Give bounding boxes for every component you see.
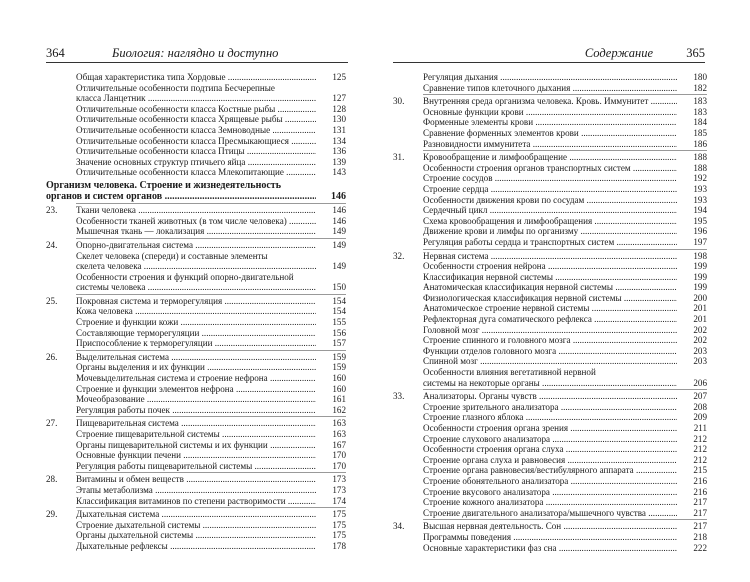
- toc-chapter-entry: [46, 474, 346, 485]
- entry-title: Дыхательная система .....: [76, 509, 316, 520]
- toc-entry: [393, 303, 707, 314]
- entry-page-number: 175: [332, 519, 346, 530]
- entry-page-number: 222: [693, 542, 707, 553]
- entry-page-number: 150: [332, 282, 346, 293]
- entry-title: Особенности движения крови по сосудам .....: [423, 195, 677, 206]
- right-toc: [393, 72, 707, 553]
- entry-title: Особенности влияния вегетативной нервной: [423, 367, 596, 378]
- toc-entry: [46, 496, 346, 507]
- entry-title: Кожа человека .....: [76, 306, 316, 317]
- entry-title: Скелет человека (спереди) и составные элементы: [76, 250, 268, 261]
- toc-entry: [46, 93, 346, 104]
- entry-page-number: 193: [693, 194, 707, 205]
- entry-title: Анатомическая классификация нервной системы .....: [423, 282, 677, 293]
- toc-entry: [393, 282, 707, 293]
- toc-entry: [46, 72, 346, 83]
- chapter-divider: [76, 203, 346, 204]
- toc-entry: [393, 261, 707, 272]
- toc-entry: [393, 367, 707, 378]
- entry-title: Особенности строения органа слуха .....: [423, 444, 677, 455]
- toc-entry: [46, 317, 346, 328]
- chapter-divider: [76, 294, 346, 295]
- toc-entry: [46, 104, 346, 115]
- entry-title: Отличительные особенности подтипа Бесчерепные: [76, 82, 275, 93]
- entry-title: Строение двигательного анализатора/мышечного чувства .....: [423, 508, 677, 519]
- entry-title: Строение вкусового анализатора .....: [423, 487, 677, 498]
- toc-entry: [393, 508, 707, 519]
- toc-entry: [46, 429, 346, 440]
- toc-entry: [393, 293, 707, 304]
- entry-title: Строение слухового анализатора .....: [423, 434, 677, 445]
- entry-page-number: 130: [332, 114, 346, 125]
- toc-entry: [393, 423, 707, 434]
- entry-title: Кровообращение и лимфообращение .....: [423, 152, 677, 163]
- entry-page-number: 212: [693, 454, 707, 465]
- entry-page-number: 180: [693, 72, 707, 82]
- entry-title: Органы дыхательной системы .....: [76, 530, 316, 541]
- toc-entry: [393, 356, 707, 367]
- entry-page-number: 175: [332, 530, 346, 541]
- toc-entry: [393, 226, 707, 237]
- entry-page-number: 192: [693, 173, 707, 184]
- entry-page-number: 139: [332, 156, 346, 167]
- chapter-divider: [76, 350, 346, 351]
- entry-title: Функции отделов головного мозга .....: [423, 346, 677, 357]
- entry-title: Пищеварительная система .....: [76, 418, 316, 429]
- toc-chapter-entry: [393, 251, 707, 262]
- entry-page-number: 206: [693, 377, 707, 388]
- toc-entry: [46, 114, 346, 125]
- toc-chapter-entry: [46, 296, 346, 307]
- entry-title: Регуляция работы почек .....: [76, 405, 316, 416]
- entry-page-number: 216: [693, 475, 707, 486]
- entry-title: Сердечный цикл .....: [423, 205, 677, 216]
- entry-title: Особенности строения органов транспортных систем .....: [423, 163, 677, 174]
- entry-title: системы на некоторые органы .....: [423, 378, 677, 389]
- left-toc: [46, 72, 346, 552]
- entry-title: Регуляция дыхания .....: [423, 72, 677, 83]
- chapter-number: 28.: [46, 474, 58, 485]
- entry-title: Схема кровообращения и лимфообращения .....: [423, 216, 677, 227]
- entry-page-number: 208: [693, 401, 707, 412]
- toc-chapter-entry: [393, 96, 707, 107]
- toc-part-heading: [46, 181, 346, 192]
- entry-title: Отличительные особенности класса Хрящевые рыбы .....: [76, 114, 316, 125]
- chapter-divider: [76, 472, 346, 473]
- entry-title: Анатомическое строение нервной системы .....: [423, 303, 677, 314]
- toc-entry: [393, 335, 707, 346]
- entry-page-number: 149: [332, 226, 346, 237]
- entry-title: Строение глазного яблока .....: [423, 412, 677, 423]
- entry-title: Регуляция работы пищеварительной системы .....: [76, 461, 316, 472]
- entry-page-number: 154: [332, 295, 346, 306]
- toc-entry: [393, 173, 707, 184]
- toc-entry: [46, 461, 346, 472]
- toc-chapter-entry: [46, 205, 346, 216]
- entry-page-number: 146: [332, 205, 346, 216]
- toc-chapter-entry: [393, 152, 707, 163]
- toc-entry: [46, 362, 346, 373]
- toc-entry: [46, 306, 346, 317]
- entry-page-number: 178: [332, 540, 346, 551]
- chapter-divider: [76, 238, 346, 239]
- toc-entry: [46, 450, 346, 461]
- entry-title: Основные функции крови .....: [423, 107, 677, 118]
- entry-page-number: 167: [332, 439, 346, 450]
- entry-title: Приспособление к терморегуляции .....: [76, 338, 316, 349]
- entry-page-number: 201: [693, 314, 707, 325]
- entry-page-number: 155: [332, 317, 346, 328]
- toc-entry: [393, 402, 707, 413]
- entry-page-number: 149: [332, 239, 346, 250]
- entry-page-number: 217: [693, 497, 707, 508]
- entry-page-number: 216: [693, 486, 707, 497]
- chapter-number: 23.: [46, 205, 58, 216]
- entry-page-number: 202: [693, 324, 707, 335]
- entry-page-number: 174: [332, 495, 346, 506]
- entry-title: Мочевыделительная система и строение нефрона .....: [76, 373, 316, 384]
- toc-entry: [46, 338, 346, 349]
- entry-title: Составляющие терморегуляции .....: [76, 328, 316, 339]
- entry-title: Внутренняя среда организма человека. Кровь. Иммунитет .....: [423, 96, 677, 107]
- entry-title: Строение сосудов .....: [423, 173, 677, 184]
- entry-page-number: 195: [693, 215, 707, 226]
- toc-entry: [393, 325, 707, 336]
- entry-title: Особенности строения органа зрения .....: [423, 423, 677, 434]
- toc-entry: [393, 346, 707, 357]
- toc-chapter-entry: [393, 521, 707, 532]
- entry-page-number: 200: [693, 292, 707, 303]
- right-running-head: [393, 46, 705, 62]
- entry-title: Строение органа слуха и равновесия .....: [423, 455, 677, 466]
- toc-entry: [393, 117, 707, 128]
- toc-entry: [46, 251, 346, 262]
- entry-title: Органы пищеварительной системы и их функции .....: [76, 440, 316, 451]
- chapter-number: 29.: [46, 509, 58, 520]
- entry-page-number: 183: [693, 96, 707, 107]
- book-title: Биология: наглядно и доступно: [112, 46, 279, 60]
- entry-page-number: 146: [331, 190, 346, 202]
- toc-entry: [46, 394, 346, 405]
- right-page: [375, 0, 750, 582]
- toc-entry: [46, 485, 346, 496]
- entry-title: Ткани человека .....: [76, 205, 316, 216]
- chapter-number: 27.: [46, 418, 58, 429]
- entry-page-number: 136: [332, 146, 346, 157]
- entry-title: Строение и функции кожи .....: [76, 317, 316, 328]
- toc-entry: [393, 412, 707, 423]
- entry-title: Строение пищеварительной системы .....: [76, 429, 316, 440]
- entry-title: Общая характеристика типа Хордовые .....: [76, 72, 316, 83]
- toc-entry: [393, 205, 707, 216]
- entry-title: Нервная система .....: [423, 251, 677, 262]
- entry-title: органов и систем органов .....: [46, 192, 316, 203]
- entry-title: Строение органа равновесия/вестибулярного аппарата .....: [423, 465, 677, 476]
- entry-title: Форменные элементы крови .....: [423, 117, 677, 128]
- chapter-number: 31.: [393, 152, 405, 163]
- toc-entry: [46, 167, 346, 178]
- chapter-number: 24.: [46, 239, 58, 250]
- toc-entry: [46, 157, 346, 168]
- entry-page-number: 193: [693, 183, 707, 194]
- entry-page-number: 196: [693, 226, 707, 237]
- entry-page-number: 170: [332, 450, 346, 461]
- entry-page-number: 217: [693, 521, 707, 532]
- toc-entry: [46, 530, 346, 541]
- toc-entry: [393, 195, 707, 206]
- entry-title: Движение крови и лимфы по организму .....: [423, 226, 677, 237]
- entry-page-number: 212: [693, 433, 707, 444]
- toc-entry: [393, 543, 707, 554]
- entry-title: скелета человека .....: [76, 261, 316, 272]
- entry-title: Особенности строения и функций опорно-двигательной: [76, 271, 294, 282]
- entry-page-number: 188: [693, 152, 707, 163]
- toc-entry: [393, 455, 707, 466]
- toc-entry: [393, 476, 707, 487]
- entry-title: Основные функции печени .....: [76, 450, 316, 461]
- entry-title: Строение дыхательной системы .....: [76, 520, 316, 531]
- chapter-number: 34.: [393, 521, 405, 532]
- entry-page-number: 173: [332, 484, 346, 495]
- entry-page-number: 154: [332, 306, 346, 317]
- entry-page-number: 203: [693, 356, 707, 367]
- toc-chapter-entry: [46, 240, 346, 251]
- left-running-head: [46, 46, 348, 62]
- chapter-number: 33.: [393, 391, 405, 402]
- toc-entry: [46, 440, 346, 451]
- entry-title: Отличительные особенности класса Земноводные .....: [76, 125, 316, 136]
- toc-entry: [393, 497, 707, 508]
- toc-entry: [46, 136, 346, 147]
- entry-title: Особенности строения нейрона .....: [423, 261, 677, 272]
- entry-page-number: 161: [332, 394, 346, 405]
- toc-entry: [393, 465, 707, 476]
- toc-entry: [46, 125, 346, 136]
- entry-page-number: 203: [693, 345, 707, 356]
- toc-entry: [393, 107, 707, 118]
- toc-entry: [393, 139, 707, 150]
- entry-title: Опорно-двигательная система .....: [76, 240, 316, 251]
- chapter-divider: [423, 389, 707, 390]
- entry-title: Спинной мозг .....: [423, 356, 677, 367]
- toc-entry: [46, 83, 346, 94]
- entry-title: Основные характеристики фаз сна .....: [423, 543, 677, 554]
- entry-title: Разновидности иммунитета .....: [423, 139, 677, 150]
- toc-entry: [46, 384, 346, 395]
- entry-page-number: 157: [332, 338, 346, 349]
- entry-title: Значение основных структур птичьего яйца .....: [76, 157, 316, 168]
- toc-entry: [46, 328, 346, 339]
- entry-title: Выделительная система .....: [76, 352, 316, 363]
- entry-page-number: 125: [332, 72, 346, 82]
- entry-page-number: 131: [332, 124, 346, 135]
- entry-title: Строение спинного и головного мозга .....: [423, 335, 677, 346]
- toc-entry: [46, 146, 346, 157]
- entry-title: Рефлекторная дуга соматического рефлекса .....: [423, 314, 677, 325]
- chapter-number: 32.: [393, 250, 405, 261]
- toc-entry: [393, 163, 707, 174]
- toc-entry: [393, 237, 707, 248]
- toc-entry: [393, 434, 707, 445]
- entry-page-number: 184: [693, 117, 707, 128]
- entry-title: Сравнение типов клеточного дыхания .....: [423, 83, 677, 94]
- entry-page-number: 198: [693, 250, 707, 261]
- entry-page-number: 201: [693, 303, 707, 314]
- entry-title: Регуляция работы сердца и транспортных систем .....: [423, 237, 677, 248]
- toc-entry: [393, 314, 707, 325]
- toc-chapter-entry: [393, 391, 707, 402]
- chapter-divider: [76, 416, 346, 417]
- chapter-divider: [423, 94, 707, 95]
- toc-entry: [46, 373, 346, 384]
- entry-page-number: 175: [332, 509, 346, 520]
- chapter-divider: [423, 150, 707, 151]
- entry-page-number: 159: [332, 362, 346, 373]
- entry-page-number: 217: [693, 507, 707, 518]
- entry-page-number: 143: [332, 167, 346, 178]
- entry-title: Дыхательные рефлексы .....: [76, 541, 316, 552]
- entry-page-number: 202: [693, 335, 707, 346]
- entry-page-number: 128: [332, 103, 346, 114]
- toc-part-heading: [46, 192, 346, 203]
- entry-page-number: 163: [332, 418, 346, 429]
- entry-page-number: 218: [693, 531, 707, 542]
- entry-page-number: 211: [693, 423, 707, 433]
- entry-page-number: 163: [332, 429, 346, 439]
- right-header-rule: [393, 62, 705, 63]
- entry-page-number: 209: [693, 412, 707, 423]
- entry-title: Строение сердца .....: [423, 184, 677, 195]
- entry-title: Органы выделения и их функции .....: [76, 362, 316, 373]
- entry-page-number: 207: [693, 391, 707, 402]
- entry-page-number: 212: [693, 444, 707, 455]
- left-header-rule: [46, 62, 348, 63]
- entry-title: Мочеобразование .....: [76, 394, 316, 405]
- entry-title: Классификация витаминов по степени растворимости .....: [76, 496, 316, 507]
- entry-title: Этапы метаболизма .....: [76, 485, 316, 496]
- toc-entry: [393, 72, 707, 83]
- entry-title: Классификация нервной системы .....: [423, 272, 677, 283]
- entry-page-number: 188: [693, 162, 707, 173]
- entry-page-number: 127: [332, 93, 346, 104]
- toc-entry: [393, 487, 707, 498]
- entry-title: Головной мозг .....: [423, 325, 677, 336]
- chapter-number: 26.: [46, 351, 58, 362]
- toc-entry: [393, 272, 707, 283]
- section-title: Содержание: [584, 46, 653, 60]
- chapter-number: 25.: [46, 295, 58, 306]
- toc-chapter-entry: [46, 418, 346, 429]
- chapter-number: 30.: [393, 96, 405, 107]
- toc-entry: [46, 541, 346, 552]
- toc-entry: [46, 282, 346, 293]
- toc-entry: [393, 532, 707, 543]
- entry-title: Организм человека. Строение и жизнедеятельность: [46, 180, 281, 191]
- chapter-divider: [76, 507, 346, 508]
- entry-page-number: 182: [693, 82, 707, 93]
- toc-chapter-entry: [46, 509, 346, 520]
- entry-title: Отличительные особенности класса Пресмыкающиеся .....: [76, 136, 316, 147]
- entry-title: Строение обонятельного анализатора .....: [423, 476, 677, 487]
- chapter-divider: [423, 249, 707, 250]
- toc-entry: [393, 83, 707, 94]
- entry-page-number: 149: [332, 261, 346, 272]
- entry-title: Сравнение форменных элементов крови .....: [423, 128, 677, 139]
- toc-entry: [46, 405, 346, 416]
- entry-title: системы человека .....: [76, 282, 316, 293]
- chapter-divider: [423, 519, 707, 520]
- entry-page-number: 134: [332, 135, 346, 146]
- entry-page-number: 160: [332, 373, 346, 384]
- toc-entry: [46, 520, 346, 531]
- entry-page-number: 146: [332, 215, 346, 226]
- entry-title: Витамины и обмен веществ .....: [76, 474, 316, 485]
- entry-title: Покровная система и терморегуляция .....: [76, 296, 316, 307]
- entry-title: Отличительные особенности класса Млекопитающие .....: [76, 167, 316, 178]
- toc-chapter-entry: [46, 352, 346, 363]
- entry-title: Отличительные особенности класса Птицы .....: [76, 146, 316, 157]
- entry-page-number: 199: [693, 261, 707, 272]
- entry-title: Отличительные особенности класса Костные рыбы .....: [76, 104, 316, 115]
- entry-page-number: 199: [693, 271, 707, 282]
- entry-page-number: 185: [693, 127, 707, 138]
- entry-page-number: 186: [693, 138, 707, 149]
- entry-page-number: 199: [693, 282, 707, 293]
- toc-entry: [393, 216, 707, 227]
- entry-title: Строение и функции элементов нефрона .....: [76, 384, 316, 395]
- toc-entry: [46, 261, 346, 272]
- toc-entry: [393, 128, 707, 139]
- entry-page-number: 194: [693, 205, 707, 216]
- entry-title: Особенности тканей животных (в том числе человека) .....: [76, 216, 316, 227]
- entry-title: Анализаторы. Органы чувств .....: [423, 391, 677, 402]
- entry-page-number: 162: [332, 404, 346, 415]
- right-page-number: 365: [686, 46, 705, 60]
- entry-page-number: 156: [332, 327, 346, 338]
- entry-page-number: 197: [693, 236, 707, 247]
- entry-title: Мышечная ткань — локализация .....: [76, 226, 316, 237]
- entry-title: Строение зрительного анализатора .....: [423, 402, 677, 413]
- entry-title: Программы поведения .....: [423, 532, 677, 543]
- entry-page-number: 173: [332, 474, 346, 485]
- entry-page-number: 170: [332, 460, 346, 471]
- entry-page-number: 160: [332, 383, 346, 394]
- toc-entry: [46, 216, 346, 227]
- entry-title: Высшая нервная деятельность. Сон .....: [423, 521, 677, 532]
- toc-entry: [46, 226, 346, 237]
- entry-title: класса Ланцетник .....: [76, 93, 316, 104]
- entry-page-number: 183: [693, 106, 707, 117]
- toc-entry: [393, 444, 707, 455]
- toc-entry: [46, 272, 346, 283]
- left-page-number: 364: [46, 46, 65, 60]
- toc-entry: [393, 378, 707, 389]
- entry-title: Физиологическая классификация нервной системы .....: [423, 293, 677, 304]
- entry-page-number: 159: [332, 351, 346, 362]
- entry-title: Строение кожного анализатора .....: [423, 497, 677, 508]
- toc-entry: [393, 184, 707, 195]
- entry-page-number: 215: [693, 465, 707, 476]
